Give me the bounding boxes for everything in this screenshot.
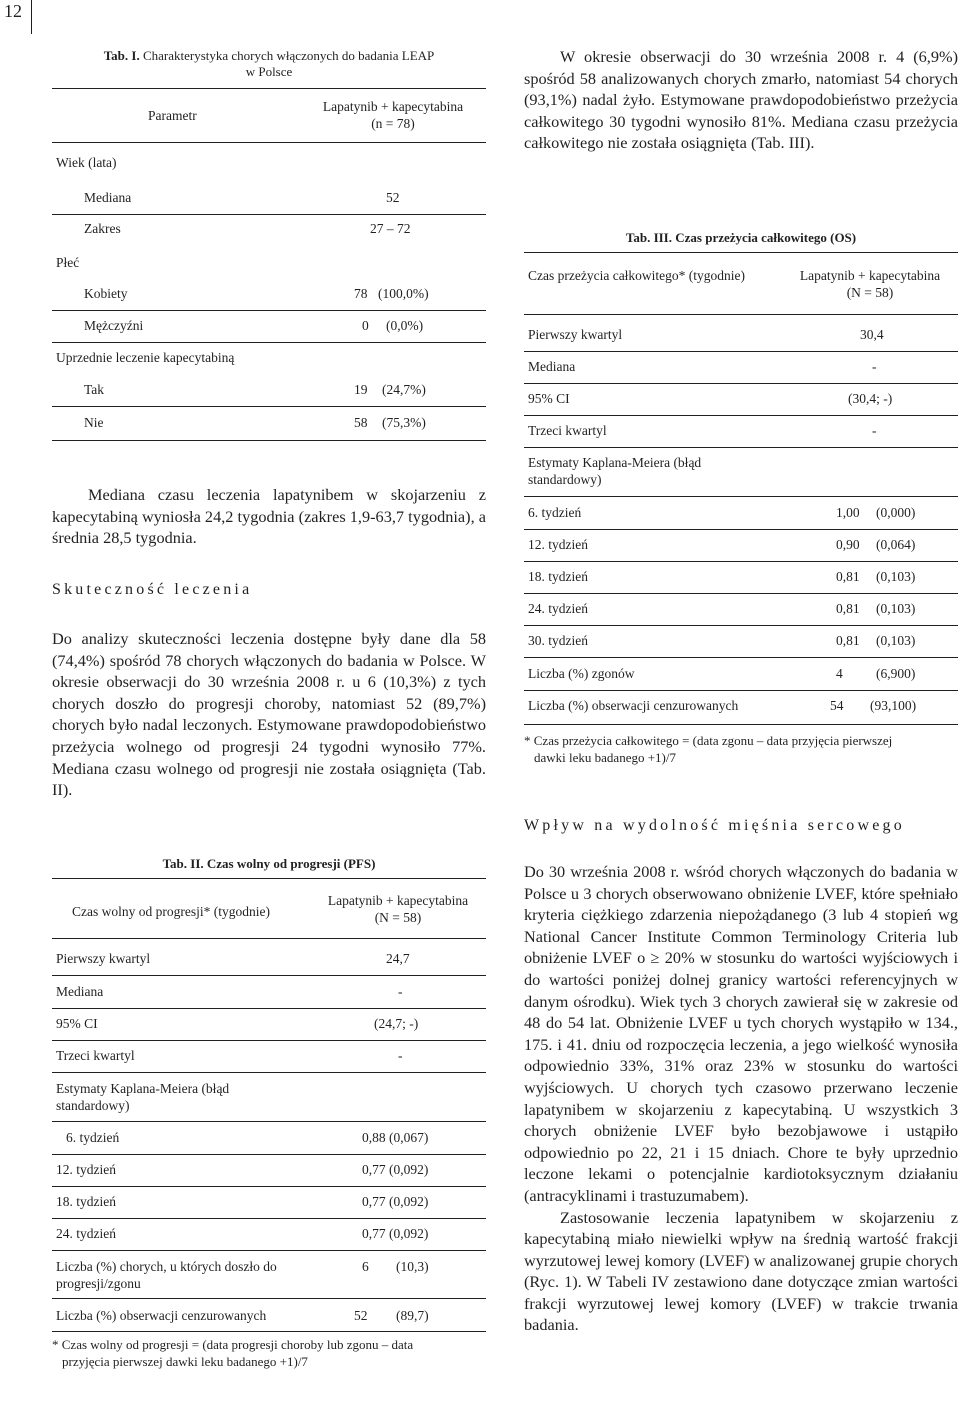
row-rule — [524, 383, 958, 384]
os-censored-label: Liczba (%) obserwacji cenzurowanych — [528, 698, 739, 713]
row-rule — [524, 690, 958, 691]
row-rule — [52, 1298, 486, 1299]
os-deaths-n: 4 — [836, 666, 843, 681]
sex-label: Płeć — [56, 255, 80, 270]
os-km-row-estimate: 0,90 — [836, 537, 860, 552]
table-2-bottom-rule — [52, 1331, 486, 1332]
table-2-top-rule — [52, 878, 486, 879]
table-3-head-left: Czas przeżycia całkowitego* (tygodnie) — [528, 268, 746, 283]
pfs-progression-n: 6 — [362, 1259, 369, 1274]
pfs-censored-label: Liczba (%) obserwacji cenzurowanych — [56, 1308, 267, 1323]
os-km-label: Estymaty Kaplana-Meiera (błąd standardowy) — [528, 455, 702, 487]
table-1-top-rule — [52, 88, 486, 89]
pfs-km-row-label: 18. tydzień — [56, 1194, 116, 1209]
os-km-row-se: (0,103) — [876, 601, 916, 616]
os-km-row-label: 6. tydzień — [528, 505, 582, 520]
pfs-km-row-label: 6. tydzień — [66, 1130, 120, 1145]
table-3 — [524, 226, 958, 766]
pfs-progression-label: Liczba (%) chorych, u których doszło do progresji/zgonu — [56, 1259, 277, 1291]
row-rule — [52, 310, 486, 311]
pfs-q1-value: 24,7 — [386, 951, 410, 966]
cardiac-heading: Wpływ na wydolność mięśnia sercowego — [524, 817, 905, 834]
table-2-head-left: Czas wolny od progresji* (tygodnie) — [72, 904, 270, 919]
cardiac-paragraph-2: Zastosowanie leczenia lapatynibem w skojarzeniu z kapecytabiną miało niewielki wpływ na średnią wartość frakcji wyrzutowej lewej komory (LVEF) w analizowanej grupie chorych (Ryc. 1). W Tabeli IV zestawiono dane dotyczące zmian wartości frakcji wyrzutowej lewej komory (LVEF) w trakcie trwania badania. — [524, 1207, 958, 1335]
table-1 — [52, 44, 486, 444]
row-rule — [52, 1250, 486, 1251]
row-rule — [52, 975, 486, 976]
pfs-q1-label: Pierwszy kwartyl — [56, 951, 151, 966]
cardiac-text — [524, 861, 958, 1336]
table-2 — [52, 852, 486, 1372]
table-3-bottom-rule — [524, 724, 958, 725]
table-3-caption — [524, 230, 958, 246]
pfs-km-row-value: 0,77 (0,092) — [362, 1226, 429, 1241]
pfs-q3-label: Trzeci kwartyl — [56, 1048, 135, 1063]
pfs-ci-value: (24,7; -) — [374, 1016, 419, 1031]
range-value: 27 – 72 — [370, 221, 411, 236]
pfs-censored-n: 52 — [354, 1308, 368, 1323]
no-n: 58 — [354, 415, 368, 430]
os-median-label: Mediana — [528, 359, 576, 374]
row-rule — [524, 561, 958, 562]
os-deaths-label: Liczba (%) zgonów — [528, 666, 635, 681]
table-2-head-right: Lapatynib + kapecytabina (N = 58) — [327, 893, 469, 925]
range-label: Zakres — [84, 221, 121, 236]
os-deaths-pct: (6,900) — [876, 666, 916, 681]
row-rule — [524, 447, 958, 448]
table-3-caption-title: Czas przeżycia całkowitego (OS) — [675, 230, 857, 245]
yes-pct: (24,7%) — [382, 382, 426, 397]
table-1-caption-title-line2: w Polsce — [245, 64, 293, 79]
row-rule — [52, 1154, 486, 1155]
os-km-row-estimate: 0,81 — [836, 569, 860, 584]
pfs-q3-value: - — [398, 1048, 403, 1063]
table-1-bottom-rule — [52, 440, 486, 441]
median-label: Mediana — [84, 190, 132, 205]
pfs-ci-label: 95% CI — [56, 1016, 98, 1031]
row-rule — [524, 496, 958, 497]
row-rule — [52, 1186, 486, 1187]
os-km-row-se: (0,103) — [876, 569, 916, 584]
os-km-row-label: 24. tydzień — [528, 601, 588, 616]
row-rule — [52, 406, 486, 407]
table-3-caption-label: Tab. III. — [625, 230, 672, 245]
table-1-head-arm: Lapatynib + kapecytabina (n = 78) — [322, 99, 464, 131]
os-censored-n: 54 — [830, 698, 844, 713]
table-2-caption — [52, 856, 486, 872]
os-km-row-estimate: 0,81 — [836, 633, 860, 648]
table-2-caption-label: Tab. II. — [162, 856, 204, 871]
row-rule — [524, 529, 958, 530]
os-km-row-se: (0,103) — [876, 633, 916, 648]
table-3-head-rule — [524, 314, 958, 315]
os-q1-label: Pierwszy kwartyl — [528, 327, 623, 342]
os-km-row-se: (0,000) — [876, 505, 916, 520]
row-rule — [524, 625, 958, 626]
pfs-median-value: - — [398, 984, 403, 999]
treatment-duration-paragraph: Mediana czasu leczenia lapatynibem w skojarzeniu z kapecytabiną wyniosła 24,2 tygodnia (zakres 1,9-63,7 tygodnia), a średnia 28,5 tygodnia. — [52, 485, 486, 548]
os-censored-pct: (93,100) — [870, 698, 917, 713]
os-km-row-estimate: 1,00 — [836, 505, 860, 520]
os-ci-value: (30,4; -) — [848, 391, 893, 406]
women-n: 78 — [354, 286, 368, 301]
page-number: 12 — [0, 0, 32, 34]
prior-label: Uprzednie leczenie kapecytabiną — [56, 350, 235, 365]
age-label: Wiek (lata) — [56, 155, 117, 170]
pfs-km-row-label: 12. tydzień — [56, 1162, 116, 1177]
pfs-km-row-value: 0,77 (0,092) — [362, 1162, 429, 1177]
survival-paragraph: W okresie obserwacji do 30 września 2008 r. 4 (6,9%) spośród 58 analizowanych chorych zmarło, natomiast 54 chorych (93,1%) nadal żyło. Estymowane prawdopodobieństwo przeżycia całkowitego 30 tygodni wynosiło 81%. Mediana czasu przeżycia całkowitego nie została osiągnięta (Tab. III). — [524, 47, 958, 153]
table-2-footnote: * Czas wolny od progresji = (data progresji choroby lub zgonu – data przyjęcia pierwszej dawki leku badanego +1)/7 — [52, 1337, 414, 1369]
os-q3-label: Trzeci kwartyl — [528, 423, 607, 438]
row-rule — [52, 1218, 486, 1219]
women-pct: (100,0%) — [378, 286, 429, 301]
pfs-km-label: Estymaty Kaplana-Meiera (błąd standardowy) — [56, 1081, 230, 1113]
cardiac-paragraph-1: Do 30 września 2008 r. wśród chorych włączonych do badania w Polsce u 3 chorych obserwowano obniżenie LVEF, które spełniało kryteria ciężkiego zdarzenia niepożądanego (3 lub 4 stopień wg National Cancer Institute Common Terminology Criteria lub obniżenie LVEF o ≥ 20% w stosunku do wartości wyjściowych i do wartości poniżej dolnej granicy wartości referencyjnych w danym ośrodku). Wiek tych 3 chorych zawierał się w zakresie od 48 do 54 lat. Obniżenie LVEF u tych chorych wystąpiło w 134., 175. i 41. dniu od rozpoczęcia leczenia, a jego wielkość wynosiła odpowiednio 33%, 31% oraz 23% w stosunku do wartości wyjściowych. U chorych tych czasowo przerwano leczenie lapatynibem w skojarzeniu z kapecytabiną. U wszystkich 3 chorych obniżenie LVEF było bezobjawowe i ustąpiło odpowiednio po 22, 21 i 15 dniach. Chore te były uprzednio leczone lekami o potencjalnie kardiotoksycznym działaniu (antracyklinami i trastuzumabem). — [524, 862, 958, 1205]
efficacy-paragraph-box — [52, 628, 486, 801]
row-rule — [524, 415, 958, 416]
efficacy-heading: Skuteczność leczenia — [52, 581, 253, 598]
table-2-caption-title: Czas wolny od progresji (PFS) — [206, 856, 376, 871]
pfs-censored-pct: (89,7) — [396, 1308, 429, 1323]
os-km-row-label: 30. tydzień — [528, 633, 588, 648]
row-rule — [52, 1040, 486, 1041]
row-rule — [52, 1072, 486, 1073]
table-2-head-rule — [52, 938, 486, 939]
efficacy-paragraph: Do analizy skuteczności leczenia dostępne były dane dla 58 (74,4%) spośród 78 chorych włączonych do badania w Polsce. W okresie obserwacji do 30 września 2008 r. u 6 (10,3%) z tych chorych doszło do progresji choroby, natomiast 52 (89,7%) chorych było nadal leczonych. Estymowane prawdopodobieństwo przeżycia wolnego od progresji 24 tygodni wynosiło 77%. Mediana czasu wolnego od progresji nie została osiągnięta (Tab. II). — [52, 629, 486, 800]
pfs-km-row-value: 0,77 (0,092) — [362, 1194, 429, 1209]
yes-label: Tak — [84, 382, 105, 397]
row-rule — [52, 1121, 486, 1122]
table-1-caption-title: Charakterystyka chorych włączonych do badania LEAP — [142, 48, 435, 63]
pfs-km-row-label: 24. tydzień — [56, 1226, 116, 1241]
os-median-value: - — [872, 359, 877, 374]
row-rule — [52, 214, 486, 215]
os-ci-label: 95% CI — [528, 391, 570, 406]
row-rule — [524, 593, 958, 594]
median-value: 52 — [386, 190, 400, 205]
men-n: 0 — [362, 318, 369, 333]
table-1-caption-label: Tab. I. — [103, 48, 140, 63]
women-label: Kobiety — [84, 286, 128, 301]
men-label: Mężczyźni — [84, 318, 144, 333]
row-rule — [524, 657, 958, 658]
table-1-head-rule — [52, 142, 486, 143]
right-top-text — [524, 46, 958, 154]
os-q3-value: - — [872, 423, 877, 438]
os-km-row-se: (0,064) — [876, 537, 916, 552]
pfs-km-row-value: 0,88 (0,067) — [362, 1130, 429, 1145]
men-pct: (0,0%) — [386, 318, 424, 333]
no-pct: (75,3%) — [382, 415, 426, 430]
pfs-progression-pct: (10,3) — [396, 1259, 429, 1274]
table-3-head-right: Lapatynib + kapecytabina (N = 58) — [799, 268, 941, 300]
yes-n: 19 — [354, 382, 368, 397]
row-rule — [524, 351, 958, 352]
table-3-footnote: * Czas przeżycia całkowitego = (data zgonu – data przyjęcia pierwszej dawki leku badanego +1)/7 — [524, 733, 893, 765]
os-km-row-estimate: 0,81 — [836, 601, 860, 616]
table-3-top-rule — [524, 252, 958, 253]
table-1-caption — [52, 48, 486, 80]
table-1-head-param: Parametr — [148, 108, 197, 123]
row-rule — [52, 342, 486, 343]
os-km-row-label: 12. tydzień — [528, 537, 588, 552]
pfs-median-label: Mediana — [56, 984, 104, 999]
no-label: Nie — [84, 415, 104, 430]
row-rule — [52, 1008, 486, 1009]
left-body-text — [52, 484, 486, 549]
os-q1-value: 30,4 — [860, 327, 884, 342]
os-km-row-label: 18. tydzień — [528, 569, 588, 584]
